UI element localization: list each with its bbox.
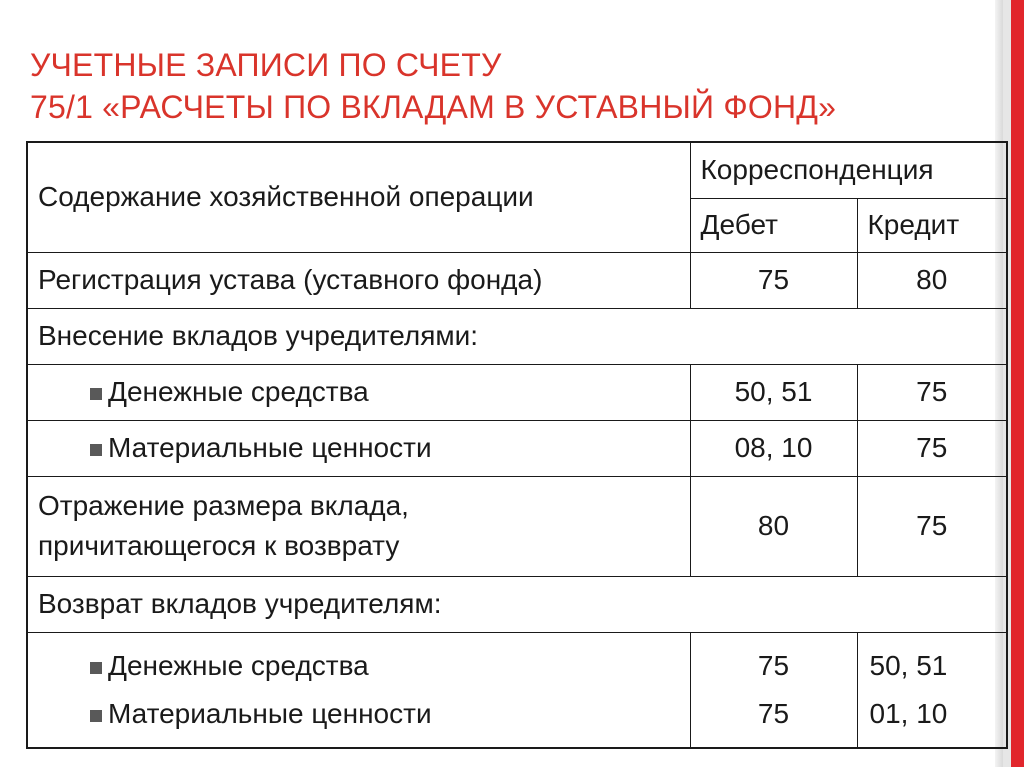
table-row <box>27 364 1007 420</box>
decor-stripe-accent <box>1011 0 1024 767</box>
row-debit <box>690 632 857 748</box>
row-operation-text: Материальные ценности <box>108 697 432 729</box>
table-section-row <box>27 308 1007 364</box>
row-debit-value: 75 <box>757 697 790 729</box>
table-row <box>27 420 1007 476</box>
bullet-square-icon <box>90 662 102 674</box>
row-credit: 75 <box>857 420 1007 476</box>
row-debit: 75 <box>690 252 857 308</box>
row-operation-text: Денежные средства <box>108 649 369 681</box>
row-debit: 80 <box>690 476 857 576</box>
row-operation-line2: причитающегося к возврату <box>38 530 400 561</box>
row-operation-line1: Отражение размера вклада, <box>38 490 409 521</box>
header-debit: Дебет <box>690 198 857 252</box>
row-credit-value: 50, 51 <box>869 649 948 681</box>
table-row <box>27 252 1007 308</box>
row-debit: 08, 10 <box>690 420 857 476</box>
header-correspondence: Корреспонденция <box>690 142 1007 198</box>
header-operation: Содержание хозяйственной операции <box>27 142 690 252</box>
row-credit: 75 <box>857 476 1007 576</box>
row-credit-value: 01, 10 <box>869 697 948 729</box>
row-operation-text: Денежные средства <box>108 376 369 407</box>
row-operation <box>27 476 690 576</box>
row-credit <box>857 632 1007 748</box>
row-operation <box>27 364 690 420</box>
row-credit: 75 <box>857 364 1007 420</box>
row-operation: Регистрация устава (уставного фонда) <box>27 252 690 308</box>
slide-title <box>30 44 990 128</box>
table-section-row <box>27 576 1007 632</box>
bullet-square-icon <box>90 388 102 400</box>
slide-title-line2: 75/1 «РАСЧЕТЫ ПО ВКЛАДАМ В УСТАВНЫЙ ФОНД» <box>30 89 837 125</box>
bullet-square-icon <box>90 444 102 456</box>
table-header-row <box>27 142 1007 198</box>
accounting-entries-table <box>26 141 1008 749</box>
slide-title-line1: УЧЕТНЫЕ ЗАПИСИ ПО СЧЕТУ <box>30 47 502 83</box>
table-row <box>27 632 1007 748</box>
table-row <box>27 476 1007 576</box>
row-debit: 50, 51 <box>690 364 857 420</box>
row-operation-text: Материальные ценности <box>108 432 432 463</box>
row-operation <box>27 420 690 476</box>
section-heading: Внесение вкладов учредителями: <box>27 308 1007 364</box>
section-heading: Возврат вкладов учредителям: <box>27 576 1007 632</box>
row-operation <box>27 632 690 748</box>
row-debit-value: 75 <box>757 649 790 681</box>
header-credit: Кредит <box>857 198 1007 252</box>
row-credit: 80 <box>857 252 1007 308</box>
bullet-square-icon <box>90 710 102 722</box>
